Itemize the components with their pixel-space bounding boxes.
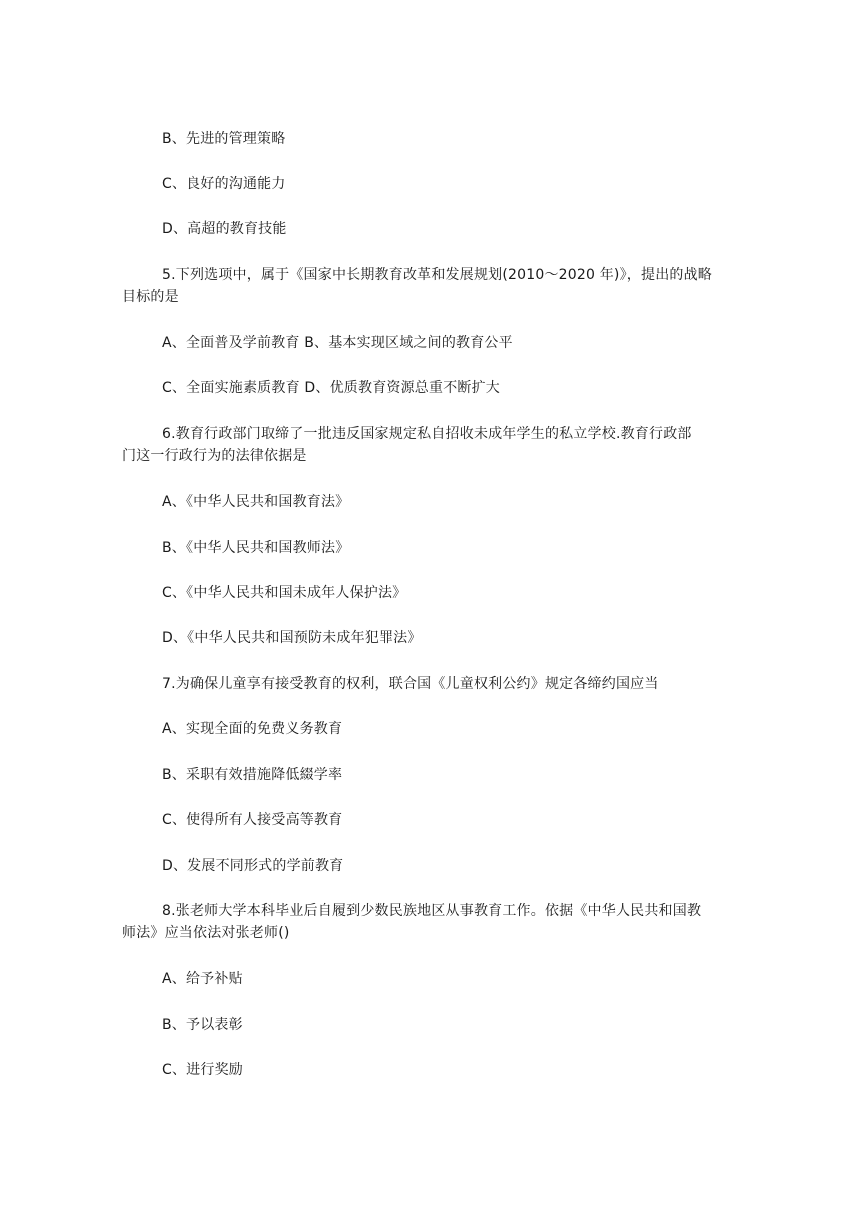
question-8-option-b: B、予以表彰: [162, 1017, 243, 1033]
question-8: [122, 900, 742, 944]
question-6: [122, 423, 742, 467]
question-5: [122, 264, 742, 308]
question-8-option-c: C、进行奖励: [162, 1062, 243, 1078]
question-6-line-1: 6.教育行政部门取缔了一批违反国家规定私自招收未成年学生的私立学校.教育行政部: [162, 426, 692, 442]
question-7: [162, 673, 742, 695]
question-6-option-d: D、《中华人民共和国预防未成年犯罪法》: [162, 630, 422, 646]
question-6-option-a: A、《中华人民共和国教育法》: [162, 494, 350, 510]
question-7-option-c: C、使得所有人接受高等教育: [162, 812, 343, 828]
question-5-options-ab: A、全面普及学前教育 B、基本实现区域之间的教育公平: [162, 335, 513, 351]
question-7-option-b: B、采职有效措施降低綴学率: [162, 767, 343, 783]
question-7-option-d: D、发展不同形式的学前教育: [162, 858, 344, 874]
question-7-line-1: 7.为确保儿童享有接受教育的权利，联合国《儿童权利公约》规定各缔约国应当: [162, 676, 659, 692]
question-8-line-2: 师法》应当依法对张老师(): [122, 925, 290, 941]
question-7-option-a: A、实现全面的免费义务教育: [162, 721, 343, 737]
question-5-line-1: 5.下列选项中，属于《国家中长期教育改革和发展规划(2010～2020 年)》，提出的战略: [162, 267, 712, 283]
option-b-management: B、先进的管理策略: [162, 131, 286, 147]
question-8-option-a: A、给予补贴: [162, 971, 243, 987]
question-6-option-c: C、《中华人民共和国未成年人保护法》: [162, 585, 407, 601]
question-5-options-cd: C、全面实施素质教育 D、优质教育资源总重不断扩大: [162, 380, 501, 396]
option-c-communication: C、良好的沟通能力: [162, 176, 286, 192]
option-d-skills: D、高超的教育技能: [162, 221, 287, 237]
question-5-line-2: 目标的是: [122, 289, 179, 305]
question-8-line-1: 8.张老师大学本科毕业后自履到少数民族地区从事教育工作。依据《中华人民共和国教: [162, 903, 702, 919]
question-6-option-b: B、《中华人民共和国教师法》: [162, 540, 350, 556]
question-6-line-2: 门这一行政行为的法律依据是: [122, 448, 307, 464]
